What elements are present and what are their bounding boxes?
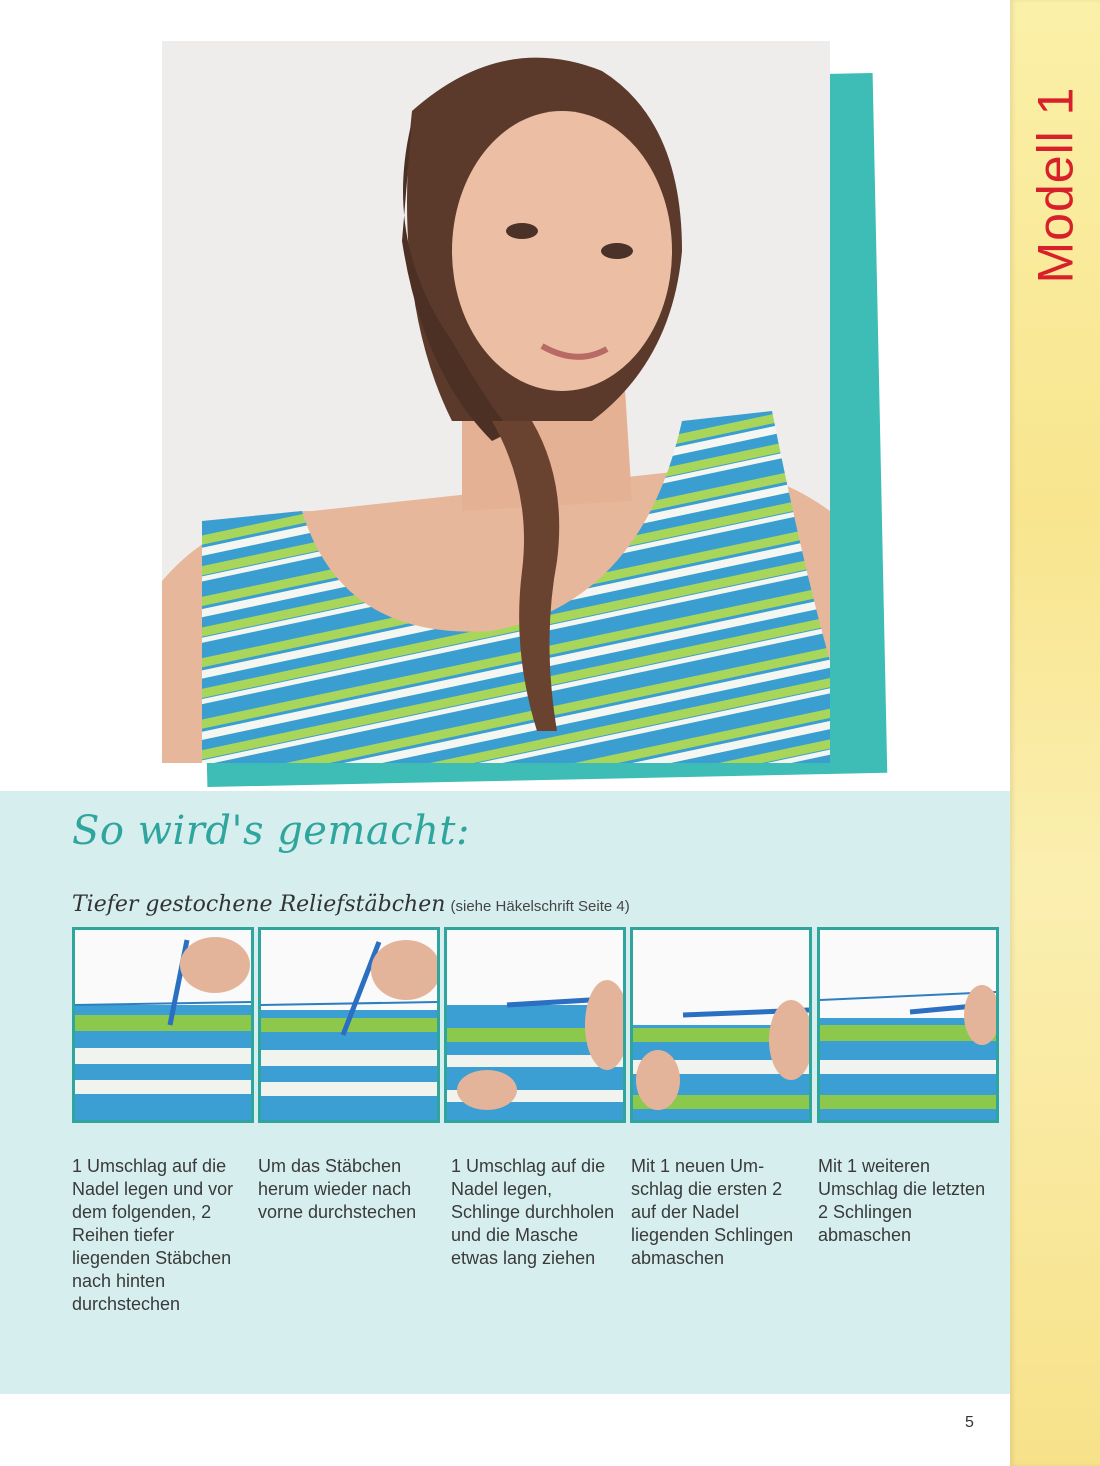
woman-crochet-top-photo xyxy=(162,41,830,763)
technique-reference: (siehe Häkelschrift Seite 4) xyxy=(450,898,630,915)
chapter-tab xyxy=(1020,86,1090,284)
step-4-caption: Mit 1 neuen Umschlag die ersten 2 auf der Nadel liegenden Schlingen abmaschen xyxy=(631,1156,794,1268)
step-3-caption: 1 Umschlag auf die Nadel legen, Schlinge durchholen und die Masche etwas lang ziehen xyxy=(451,1156,615,1268)
step-2-caption: Um das Stäbchen herum wieder nach vorne durchstechen xyxy=(258,1156,417,1222)
step-2-photo xyxy=(258,927,440,1123)
step-5-photo xyxy=(817,927,999,1123)
hero-photo xyxy=(162,41,830,763)
section-title: So wird's gemacht: xyxy=(72,808,470,854)
chapter-tab-label: Modell 1 xyxy=(1027,86,1083,284)
technique-name: Tiefer gestochene Reliefstäbchen xyxy=(72,892,446,917)
step-1-caption: 1 Umschlag auf die Nadel legen und vor dem folgenden, 2 Reihen tiefer liegenden Stäbchen nach hinten durchstechen xyxy=(72,1156,234,1314)
step-1-photo xyxy=(72,927,254,1123)
step-3-photo xyxy=(444,927,626,1123)
technique-heading xyxy=(72,892,630,917)
page-number: 5 xyxy=(965,1414,974,1431)
step-4-photo xyxy=(630,927,812,1123)
step-5-caption: Mit 1 weiteren Umschlag die letzten 2 Schlingen abmaschen xyxy=(818,1156,986,1245)
